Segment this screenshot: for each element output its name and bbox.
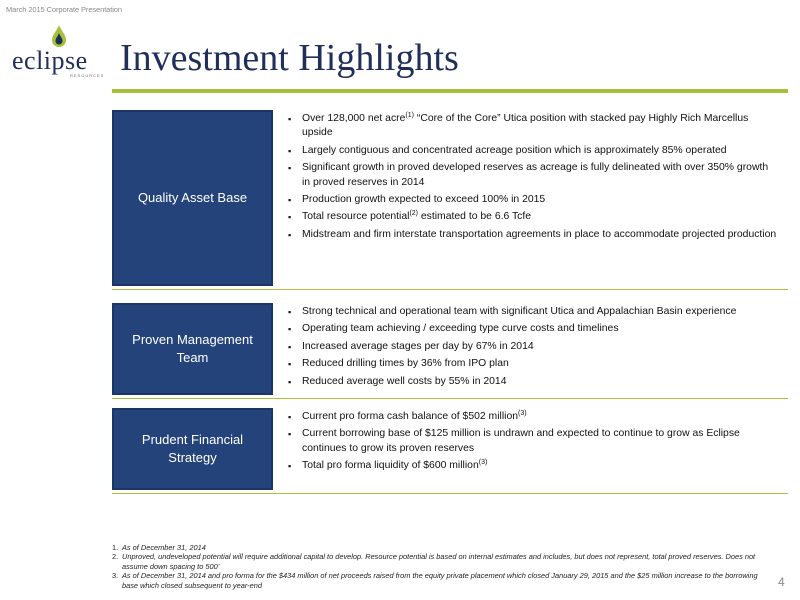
section-label: Quality Asset Base: [137, 190, 248, 205]
section-proven-management-team: [112, 300, 788, 399]
section-label: Prudent Financial Strategy: [141, 432, 244, 465]
company-logo: [12, 22, 105, 80]
section-label-box: [112, 303, 273, 395]
bullet-item: ▪ Significant growth in proved developed reserves as acreage is fully delineated with over 350% growth in proved reserves in 2014: [287, 161, 777, 190]
section-label-box: [112, 110, 273, 286]
bullet-item: ▪ Current pro forma cash balance of $502 million$^{(3)}$: [287, 410, 777, 424]
section-label: Proven Management Team: [132, 332, 253, 365]
bullet-item: ▪ Strong technical and operational team with significant Utica and Appalachian Basin experience: [287, 305, 787, 319]
bullet-list: [287, 112, 777, 245]
bullet-item: ▪ Midstream and firm interstate transportation agreements in place to accommodate projected production: [287, 228, 777, 242]
bullet-item: ▪ Increased average stages per day by 67% in 2014: [287, 340, 787, 354]
logo-wordmark: eclipse: [12, 46, 88, 75]
bullet-item: ▪ Total pro forma liquidity of $600 million$^{(3)}$: [287, 459, 777, 473]
bullet-list: [287, 410, 777, 477]
bullet-item: ▪ Total resource potential$^{(2)}$ estimated to be 6.6 Tcfe: [287, 210, 777, 224]
bullet-item: ▪ Operating team achieving / exceeding type curve costs and timelines: [287, 322, 787, 336]
presentation-date-note: March 2015 Corporate Presentation: [6, 5, 122, 14]
section-quality-asset-base: [112, 108, 788, 290]
bullet-item: ▪ Production growth expected to exceed 100% in 2015: [287, 193, 777, 207]
footnote: 3. As of December 31, 2014 and pro forma for the $434 million of net proceeds raised from the equity private placement which closed January 29, 2015 and the $25 million increase to the borrowing base which closed subsequent to year-end: [112, 571, 758, 590]
flame-drop-icon: [50, 24, 68, 48]
bullet-item: ▪ Over 128,000 net acre$^{(1)}$ “Core of the Core” Utica position with stacked pay Highly Rich Marcellus upside: [287, 112, 777, 141]
bullet-item: ▪ Reduced drilling times by 36% from IPO plan: [287, 357, 787, 371]
bullet-list: [287, 305, 787, 392]
section-label-box: [112, 408, 273, 490]
footnote: 1. As of December 31, 2014: [112, 543, 206, 552]
footnotes: [112, 543, 772, 590]
page-title: Investment Highlights: [120, 37, 459, 79]
footnote: 2. Unproved, undeveloped potential will require additional capital to develop. Resource potential is based on internal estimates and includes, but does not represent, total proved reserves. Does not assume down spacing to 500’: [112, 552, 756, 571]
bullet-item: ▪ Current borrowing base of $125 million is undrawn and expected to continue to grow as Eclipse continues to grow its proven reserves: [287, 427, 777, 456]
section-prudent-financial-strategy: [112, 405, 788, 494]
title-divider: [112, 89, 788, 93]
bullet-item: ▪ Reduced average well costs by 55% in 2014: [287, 375, 787, 389]
bullet-item: ▪ Largely contiguous and concentrated acreage position which is approximately 85% operated: [287, 144, 777, 158]
logo-subtext: RESOURCES: [70, 73, 105, 78]
page-number: 4: [778, 575, 785, 589]
